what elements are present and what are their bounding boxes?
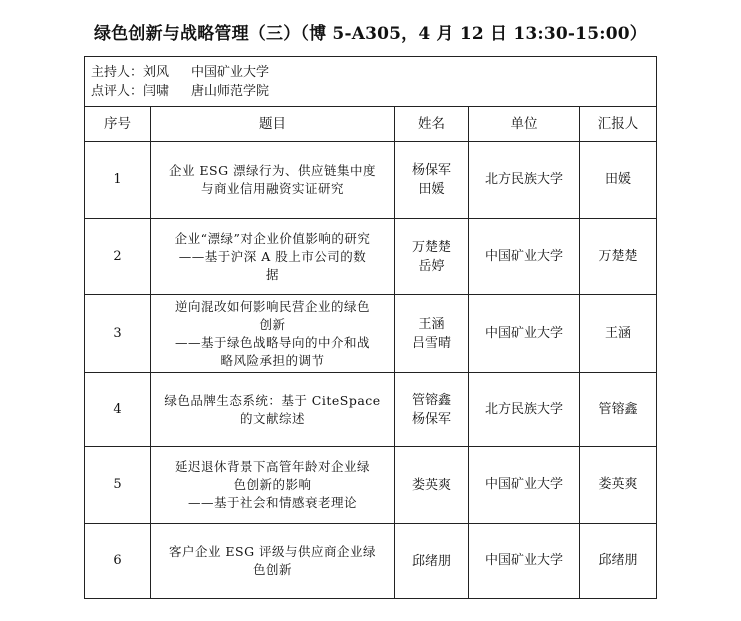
author-name: 王涵 (418, 316, 445, 332)
row-presenter: 邱绪朋 (580, 524, 657, 599)
row-presenter: 管镕鑫 (580, 373, 657, 447)
reviewer-affiliation: 唐山师范学院 (191, 83, 270, 99)
author-name: 岳婷 (418, 258, 445, 274)
table-row (85, 142, 657, 219)
row-authors (395, 524, 469, 599)
row-unit: 北方民族大学 (469, 142, 580, 219)
row-topic (151, 373, 395, 447)
author-name: 万楚楚 (411, 239, 451, 255)
row-unit: 中国矿业大学 (469, 524, 580, 599)
host-row (85, 57, 657, 107)
topic-line: 客户企业 ESG 评级与供应商企业绿 (168, 544, 377, 559)
topic-line: 逆向混改如何影响民营企业的绿色 (174, 298, 370, 314)
row-topic (151, 295, 395, 373)
topic-line: ——基于社会和情感衰老理论 (187, 495, 357, 510)
author-name: 娄英爽 (411, 477, 451, 493)
row-presenter: 万楚楚 (580, 219, 657, 295)
row-authors (395, 142, 469, 219)
reviewer-role-label: 点评人： (91, 83, 144, 99)
author-name: 吕雪晴 (411, 335, 451, 351)
author-name: 田媛 (418, 182, 445, 197)
column-header-name: 姓名 (395, 107, 469, 142)
host-affiliation: 中国矿业大学 (191, 64, 270, 80)
topic-line: ——基于绿色战略导向的中介和战 (174, 334, 370, 350)
row-number: 4 (85, 373, 151, 447)
row-topic (151, 524, 395, 599)
topic-line: 与商业信用融资实证研究 (200, 181, 344, 196)
row-authors (395, 447, 469, 524)
host-line (91, 63, 656, 82)
author-name: 邱绪朋 (411, 553, 451, 569)
row-number: 2 (85, 219, 151, 295)
row-number: 6 (85, 524, 151, 599)
reviewer-name: 闫啸 (143, 83, 170, 99)
table-row (85, 219, 657, 295)
row-presenter: 娄英爽 (580, 447, 657, 524)
table-row (85, 524, 657, 599)
table-row (85, 447, 657, 524)
reviewer-line (91, 82, 656, 101)
row-unit: 中国矿业大学 (469, 219, 580, 295)
topic-line: ——基于沪深 A 股上市公司的数 (178, 248, 367, 264)
table-row (85, 295, 657, 373)
column-header-presenter: 汇报人 (580, 107, 657, 142)
row-topic (151, 447, 395, 524)
row-authors (395, 219, 469, 295)
column-header-topic: 题目 (151, 107, 395, 142)
host-name: 刘风 (143, 64, 170, 80)
topic-line: 企业 ESG 漂绿行为、供应链集中度 (168, 163, 377, 178)
row-unit: 中国矿业大学 (469, 295, 580, 373)
row-number: 1 (85, 142, 151, 219)
row-number: 5 (85, 447, 151, 524)
row-presenter: 王涵 (580, 295, 657, 373)
author-name: 杨保军 (411, 411, 451, 427)
topic-line: 延迟退休背景下高管年龄对企业绿 (174, 459, 370, 474)
row-authors (395, 295, 469, 373)
row-topic (151, 142, 395, 219)
topic-line: 绿色品牌生态系统：基于 CiteSpace (164, 392, 381, 408)
author-name: 杨保军 (411, 163, 451, 178)
column-header-no: 序号 (85, 107, 151, 142)
topic-line: 企业“漂绿”对企业价值影响的研究 (174, 230, 371, 246)
session-title: 绿色创新与战略管理（三）（博 5-A305，4 月 12 日 13:30-15:00） (94, 24, 647, 44)
row-authors (395, 373, 469, 447)
topic-line: 略风险承担的调节 (220, 352, 325, 368)
table-row (85, 373, 657, 447)
topic-line: 的文献综述 (239, 410, 305, 426)
row-unit: 北方民族大学 (469, 373, 580, 447)
row-unit: 中国矿业大学 (469, 447, 580, 524)
header-row (85, 107, 657, 142)
row-number: 3 (85, 295, 151, 373)
host-info-cell (85, 57, 657, 107)
row-presenter: 田媛 (580, 142, 657, 219)
row-topic (151, 219, 395, 295)
schedule-table (84, 56, 657, 599)
topic-line: 色创新的影响 (233, 477, 312, 492)
topic-line: 创新 (259, 316, 286, 332)
author-name: 管镕鑫 (411, 392, 451, 408)
topic-line: 据 (265, 266, 279, 282)
host-role-label: 主持人： (91, 64, 144, 80)
column-header-unit: 单位 (469, 107, 580, 142)
topic-line: 色创新 (252, 562, 292, 577)
